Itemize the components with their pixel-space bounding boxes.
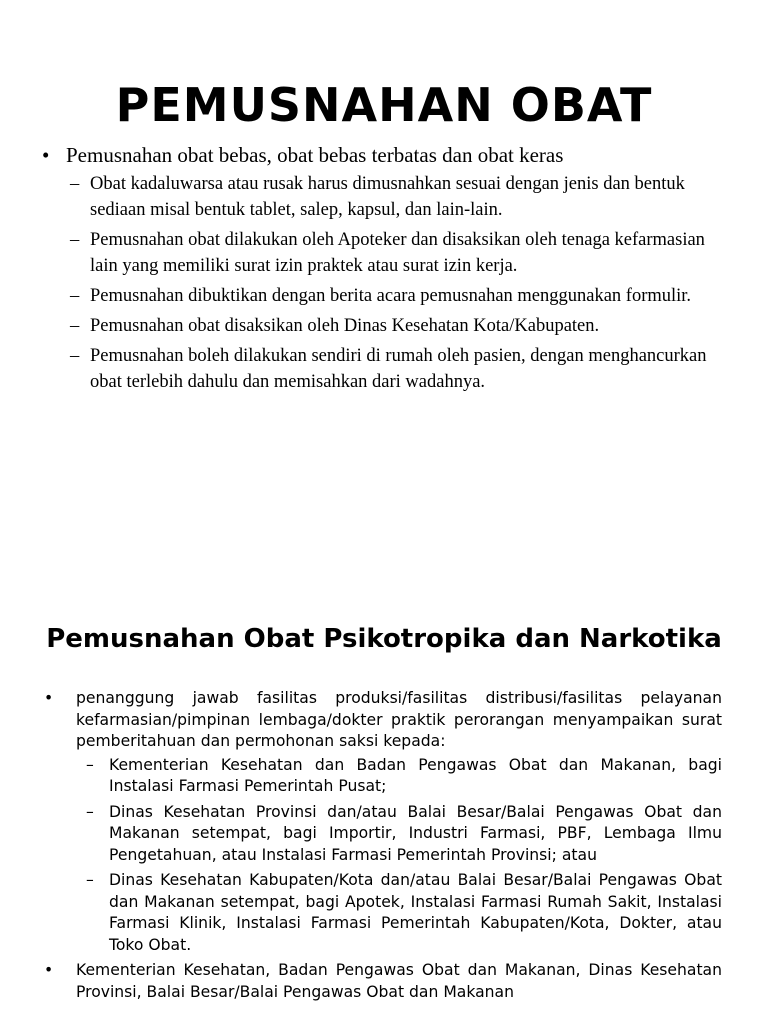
dash-marker: – xyxy=(70,174,80,194)
dash-marker: – xyxy=(70,286,80,306)
bullet-marker: • xyxy=(44,689,54,707)
sub-item xyxy=(42,283,732,309)
sub-item-text: Pemusnahan dibuktikan dengan berita acara pemusnahan menggunakan formulir. xyxy=(90,286,692,306)
sub-item xyxy=(42,227,732,279)
dash-marker: – xyxy=(86,871,94,889)
dash-marker: – xyxy=(70,346,80,366)
dash-marker: – xyxy=(86,802,94,821)
sub-item-text: Pemusnahan boleh dilakukan sendiri di rumah oleh pasien, dengan menghancurkan obat terlebih dahulu dan memisahkan dari wadahnya. xyxy=(90,346,707,392)
sub-item-text: Dinas Kesehatan Kabupaten/Kota dan/atau Balai Besar/Balai Pengawas Obat dan Makanan setempat, bagi Apotek, Instalasi Farmasi Rumah Sakit, Instalasi Farmasi Klinik, Instalasi Farmasi Pemerintah Kabupaten/Kota, Dokter, atau Toko Obat. xyxy=(109,871,722,954)
sub-item xyxy=(42,755,722,798)
bullet-item xyxy=(42,960,722,1003)
sub-item xyxy=(42,343,732,395)
dash-marker: – xyxy=(86,755,94,774)
bullet-text: Kementerian Kesehatan, Badan Pengawas Obat dan Makanan, Dinas Kesehatan Provinsi, Balai Besar/Balai Pengawas Obat dan Makanan xyxy=(76,961,722,1001)
sub-item xyxy=(42,870,722,956)
bullet-item xyxy=(42,688,722,753)
bullet-marker: • xyxy=(42,143,50,167)
bullet-item xyxy=(42,141,732,169)
sub-item-text: Pemusnahan obat dilakukan oleh Apoteker dan disaksikan oleh tenaga kefarmasian lain yang memiliki surat izin praktek atau surat izin kerja. xyxy=(90,230,705,276)
sub-item-text: Pemusnahan obat disaksikan oleh Dinas Kesehatan Kota/Kabupaten. xyxy=(90,316,600,336)
sub-item-text: Obat kadaluwarsa atau rusak harus dimusnahkan sesuai dengan jenis dan bentuk sediaan misal bentuk tablet, salep, kapsul, dan lain-lain. xyxy=(90,174,685,220)
bullet-text: Pemusnahan obat bebas, obat bebas terbatas dan obat keras xyxy=(66,143,564,167)
slide-body xyxy=(42,141,732,399)
sub-item xyxy=(42,171,732,223)
sub-list xyxy=(42,755,722,957)
sub-item xyxy=(42,802,722,867)
sub-list xyxy=(42,171,732,395)
section-body xyxy=(42,688,722,1005)
bullet-marker: • xyxy=(44,961,54,979)
section-title: Pemusnahan Obat Psikotropika dan Narkotika xyxy=(46,623,722,654)
sub-item-text: Kementerian Kesehatan dan Badan Pengawas Obat dan Makanan, bagi Instalasi Farmasi Pemerintah Pusat; xyxy=(109,755,722,795)
dash-marker: – xyxy=(70,230,80,250)
dash-marker: – xyxy=(70,316,80,336)
bullet-text: penanggung jawab fasilitas produksi/fasilitas distribusi/fasilitas pelayanan kefarmasian/pimpinan lembaga/dokter praktik perorangan menyampaikan surat pemberitahuan dan permohonan saksi kepada: xyxy=(76,689,722,750)
sub-item-text: Dinas Kesehatan Provinsi dan/atau Balai Besar/Balai Pengawas Obat dan Makanan setempat, bagi Importir, Industri Farmasi, PBF, Lembaga Ilmu Pengetahuan, atau Instalasi Farmasi Pemerintah Provinsi; atau xyxy=(109,802,722,864)
sub-item xyxy=(42,313,732,339)
slide-title: PEMUSNAHAN OBAT xyxy=(115,77,653,132)
